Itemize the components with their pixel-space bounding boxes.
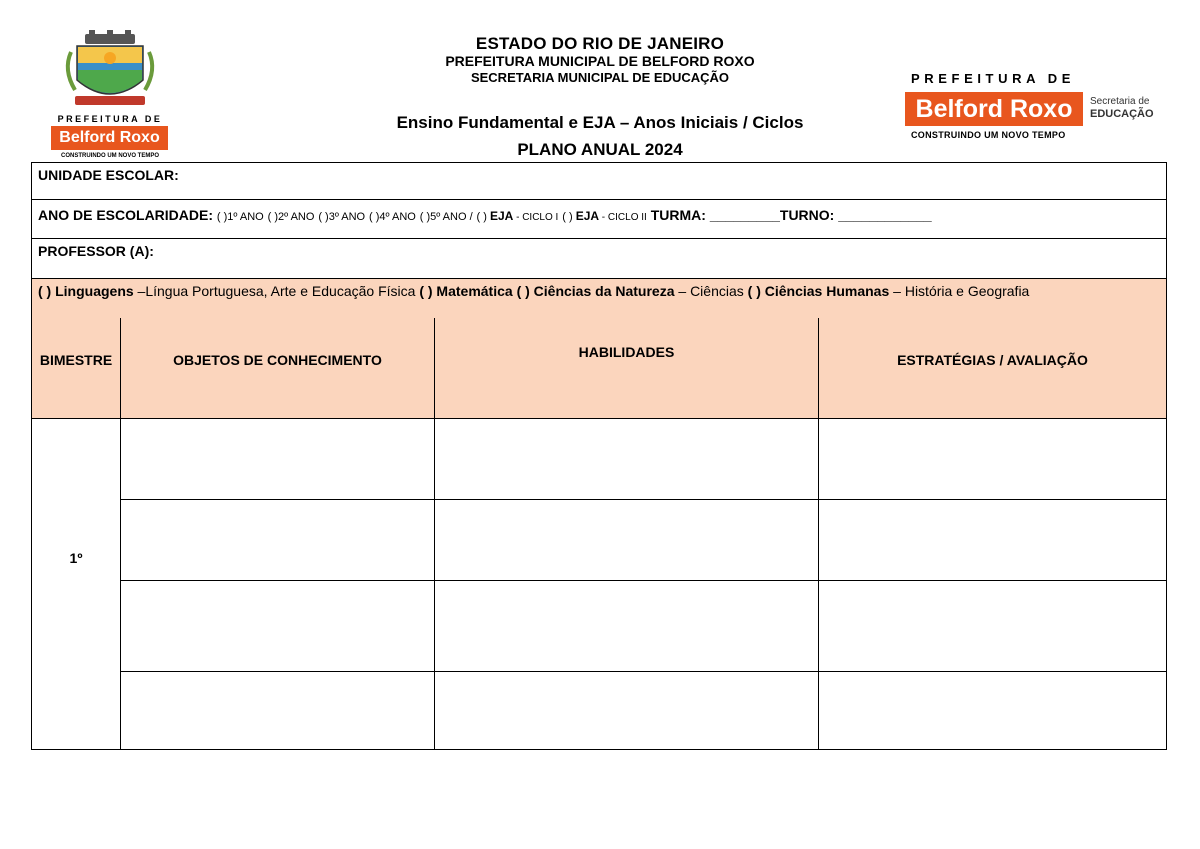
habilidades-cell[interactable] [435,581,819,672]
area-ciencias-natureza[interactable]: ( ) Ciências da Natureza [516,283,675,299]
estrategias-cell[interactable] [819,419,1167,500]
logo-left-top-text: PREFEITURA DE [57,114,163,124]
header-prefecture: PREFEITURA MUNICIPAL DE BELFORD ROXO [445,53,755,69]
bimestre-cell: 1º [31,419,121,750]
ano-4[interactable]: ( )4º ANO [369,211,416,223]
area-matematica[interactable]: ( ) Matemática [419,283,513,299]
logo-right-top-text: PREFEITURA DE [911,71,1076,86]
header-plan: PLANO ANUAL 2024 [517,140,683,159]
plan-table [31,318,1167,750]
habilidades-cell[interactable] [435,672,819,750]
eja-ciclo-1[interactable] [477,211,559,223]
habilidades-cell[interactable] [435,500,819,581]
row-unidade[interactable] [31,162,1167,200]
estrategias-cell[interactable] [819,500,1167,581]
logo-left-tagline: CONSTRUINDO UM NOVO TEMPO [60,153,159,159]
eja1-open: ( ) [476,211,487,223]
logo-right-brand: Belford Roxo [905,92,1083,126]
area-linguagens[interactable]: ( ) Linguagens [38,283,134,299]
areas-line [38,283,1029,299]
estrategias-cell[interactable] [819,581,1167,672]
logo-right-tagline: CONSTRUINDO UM NOVO TEMPO [911,130,1066,140]
turma-field[interactable]: TURMA: _________ [650,207,780,223]
objetos-cell[interactable] [121,581,435,672]
ano-line [38,207,932,223]
eja-ciclo-2[interactable] [562,211,647,223]
eja1-small: - CICLO I [513,212,559,223]
professor-label: PROFESSOR (A): [38,243,154,259]
header-state: ESTADO DO RIO DE JANEIRO [475,34,725,53]
logo-left-brand: Belford Roxo [51,126,168,150]
header-course: Ensino Fundamental e EJA – Anos Iniciais / Ciclos [396,113,804,132]
coat-of-arms-icon [45,30,175,114]
objetos-cell[interactable] [121,500,435,581]
area-ciencias-natureza-desc: – Ciências [674,283,748,299]
habilidades-cell[interactable] [435,419,819,500]
ano-5[interactable]: ( )5º ANO / [419,211,473,223]
ano-2[interactable]: ( )2º ANO [267,211,315,223]
col-header-objetos: OBJETOS DE CONHECIMENTO [121,318,435,419]
objetos-cell[interactable] [121,419,435,500]
area-ciencias-humanas-desc: – História e Geografia [889,283,1030,299]
eja2-small: - CICLO II [599,212,647,223]
area-linguagens-desc: –Língua Portuguesa, Arte e Educação Física [133,283,420,299]
col-header-bimestre: BIMESTRE [31,318,121,419]
row-professor[interactable] [31,239,1167,279]
row-ano[interactable] [31,200,1167,239]
estrategias-cell[interactable] [819,672,1167,750]
objetos-cell[interactable] [121,672,435,750]
eja2-bold: EJA [575,209,600,223]
turno-field[interactable]: TURNO: ____________ [779,207,932,223]
row-areas [31,279,1167,319]
logo-left [45,30,175,165]
logo-right-educacao: EDUCAÇÃO [1090,108,1154,120]
area-ciencias-humanas[interactable]: ( ) Ciências Humanas [747,283,890,299]
header-secretariat: SECRETARIA MUNICIPAL DE EDUCAÇÃO [470,70,730,85]
col-header-habilidades: HABILIDADES [435,318,819,419]
unidade-label: UNIDADE ESCOLAR: [38,167,179,183]
eja2-open: ( ) [562,211,573,223]
logo-right [905,68,1165,148]
col-header-estrategias: ESTRATÉGIAS / AVALIAÇÃO [819,318,1167,419]
ano-label: ANO DE ESCOLARIDADE: [38,207,214,223]
eja1-bold: EJA [489,209,514,223]
ano-1[interactable]: ( )1º ANO [216,211,264,223]
ano-3[interactable]: ( )3º ANO [318,211,366,223]
logo-right-secretaria: Secretaria de [1090,96,1150,107]
